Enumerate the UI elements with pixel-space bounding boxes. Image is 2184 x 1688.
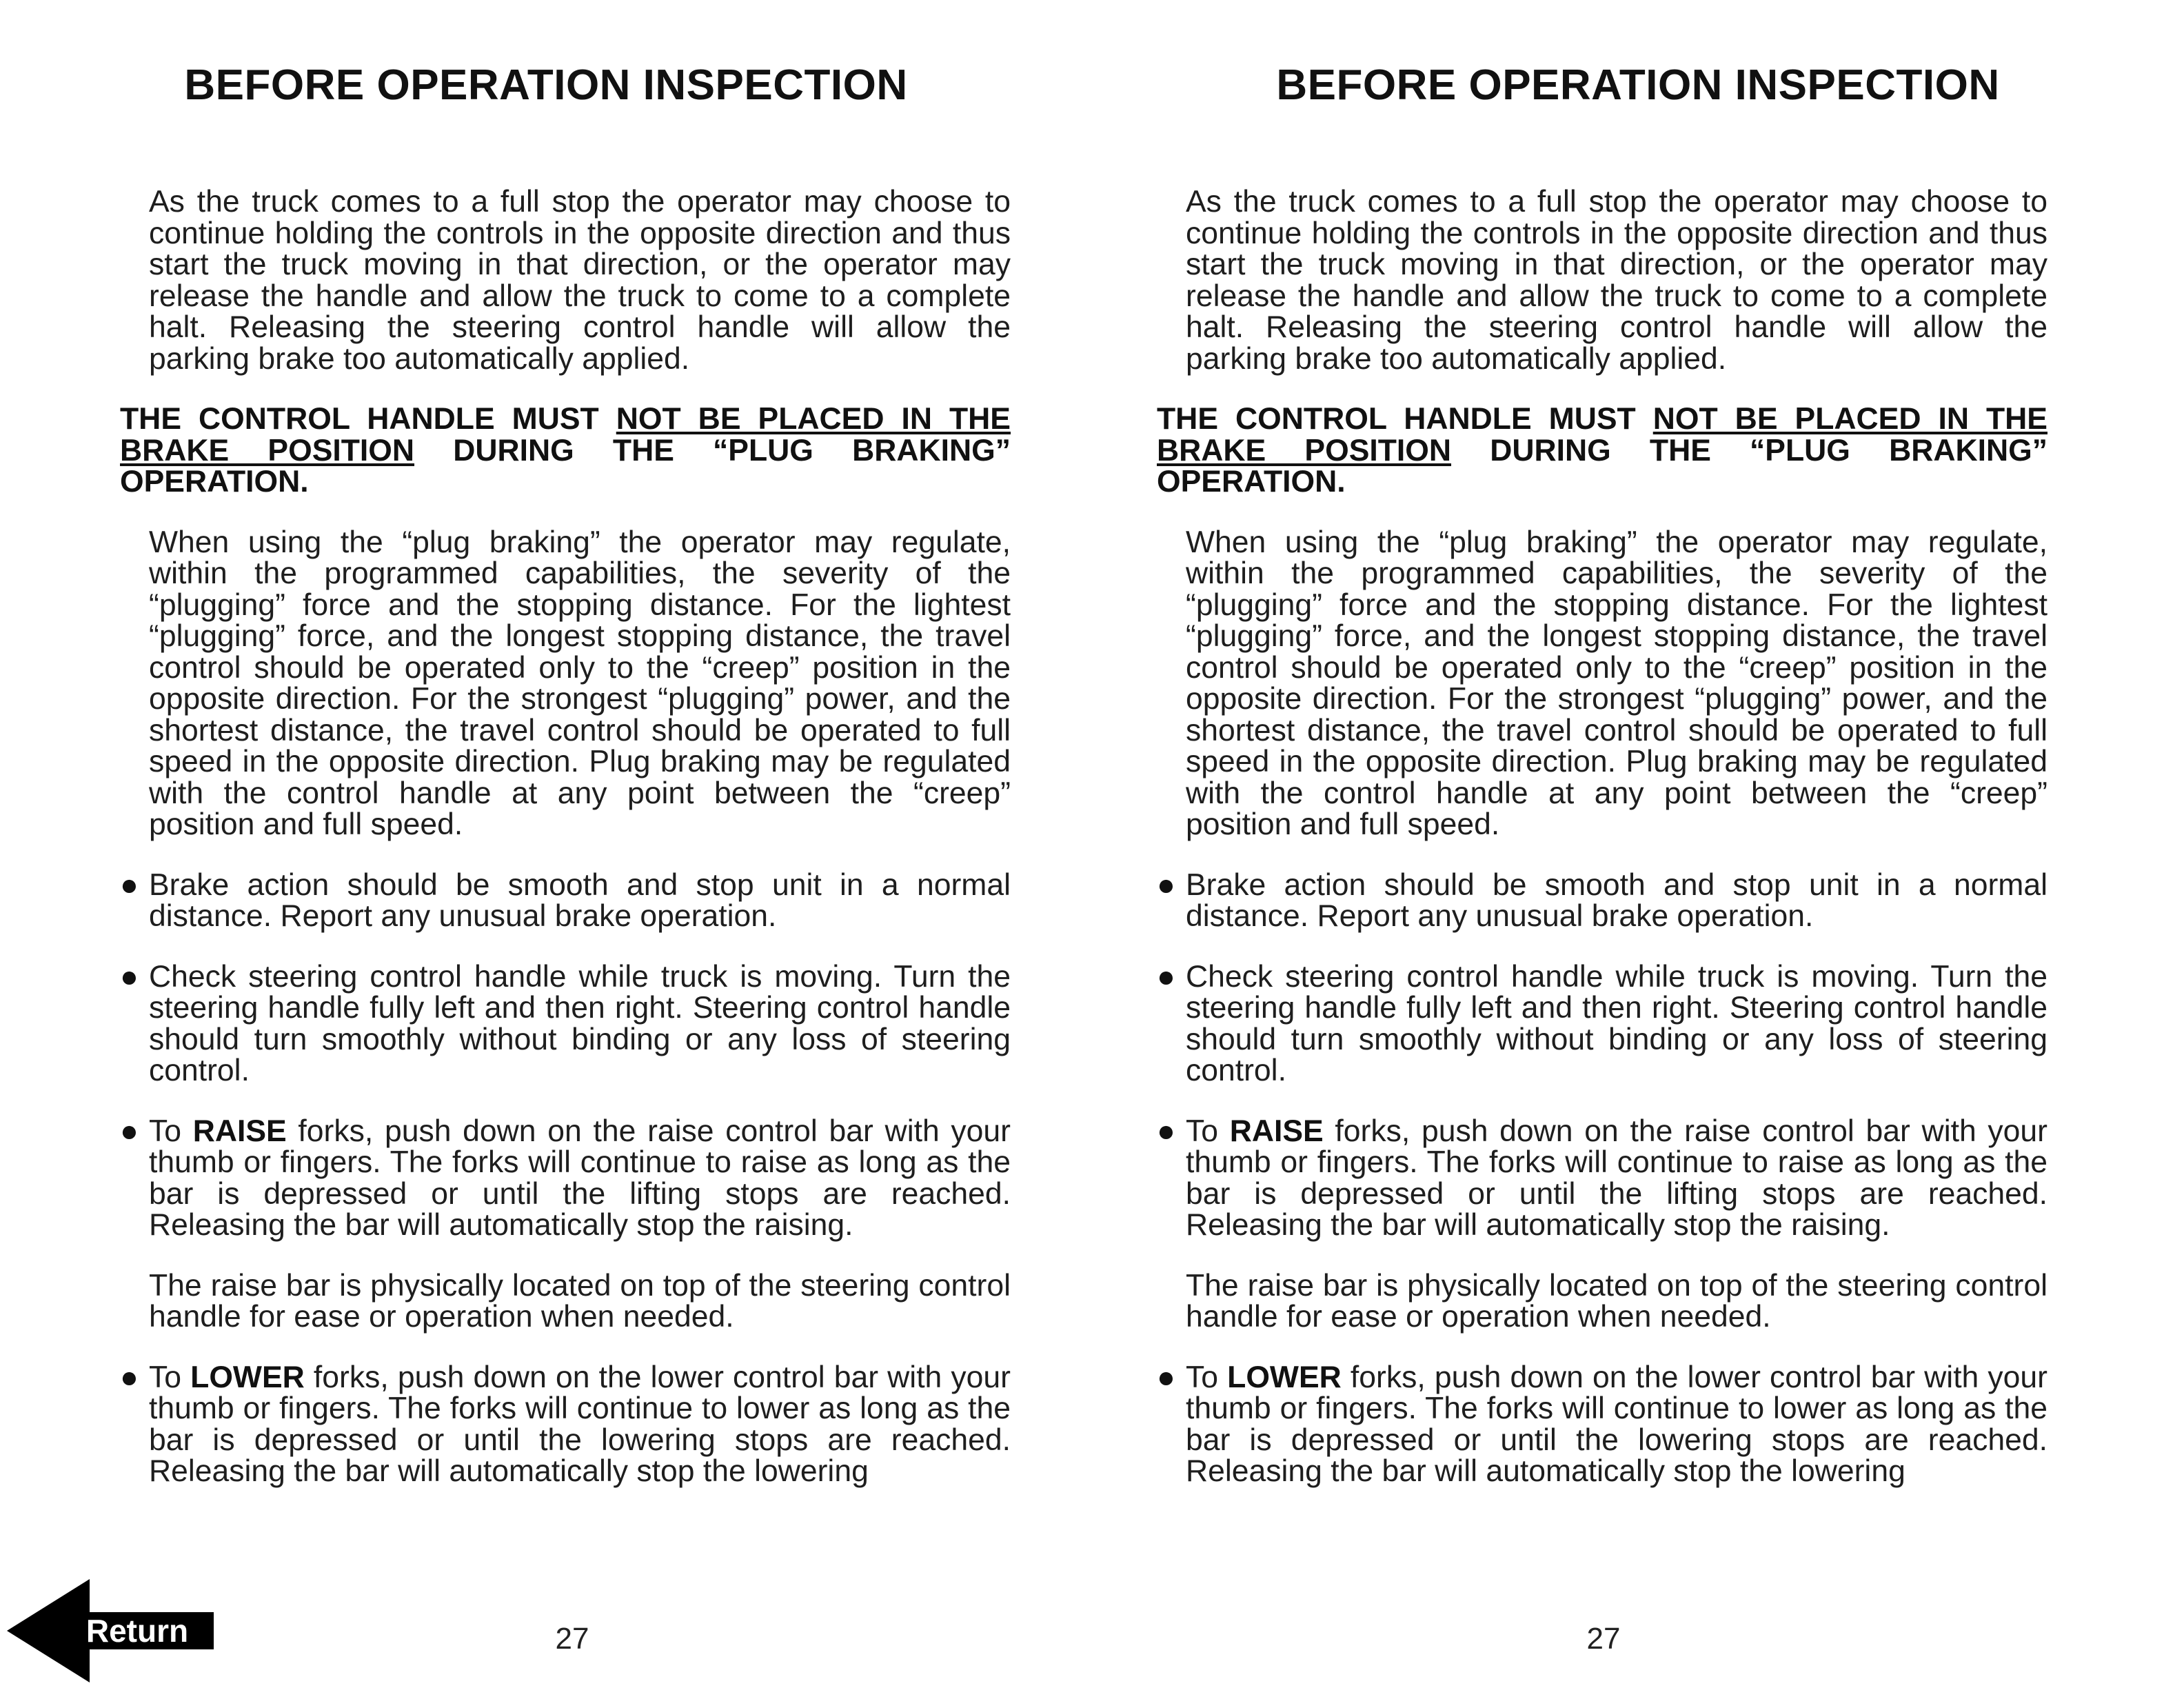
bullet-dot-icon: ● — [120, 867, 139, 902]
warning-underlined-text: NOT BE PLACED IN THE BRAKE POSITION — [1157, 402, 2048, 468]
raise-body: forks, push down on the raise control bar with your thumb or fingers. The forks will continue to raise as long as the bar is depressed or until the lifting stops are reached. Releasing the bar will automatically stop the raising. — [149, 1114, 1011, 1242]
warning-text-part1: THE CONTROL HANDLE MUST — [120, 402, 616, 436]
raise-prefix: To — [149, 1114, 193, 1148]
bullet-brake-text: Brake action should be smooth and stop unit in a normal distance. Report any unusual brake operation. — [149, 867, 1011, 933]
lower-keyword: LOWER — [1227, 1360, 1342, 1394]
bullet-brake-text: Brake action should be smooth and stop unit in a normal distance. Report any unusual brake operation. — [1186, 867, 2048, 933]
bullet-lower — [120, 1362, 1011, 1487]
warning-paragraph — [1157, 403, 2048, 498]
warning-text-part2: DURING THE “PLUG BRAKING” OPERATION. — [1157, 433, 2048, 499]
warning-text-part1: THE CONTROL HANDLE MUST — [1157, 402, 1653, 436]
right-page — [1092, 0, 2184, 1688]
lower-prefix: To — [149, 1360, 191, 1394]
lower-prefix: To — [1186, 1360, 1228, 1394]
return-label: Return — [85, 1613, 189, 1649]
bullet-lower — [1157, 1362, 2048, 1487]
lower-keyword: LOWER — [190, 1360, 305, 1394]
bullet-dot-icon: ● — [1157, 959, 1175, 994]
warning-underlined-text: NOT BE PLACED IN THE BRAKE POSITION — [120, 402, 1011, 468]
bullet-dot-icon: ● — [1157, 1114, 1175, 1148]
raise-body: forks, push down on the raise control bar with your thumb or fingers. The forks will continue to raise as long as the bar is depressed or until the lifting stops are reached. Releasing the bar will automatically stop the raising. — [1186, 1114, 2048, 1242]
intro-paragraph: As the truck comes to a full stop the operator may choose to continue holding the controls in the opposite direction and thus start the truck moving in that direction, or the operator may release the handle and allow the truck to come to a complete halt. Releasing the steering control handle will allow the parking brake too automatically applied. — [149, 185, 1011, 376]
raise-keyword: RAISE — [1229, 1114, 1324, 1148]
page-number: 27 — [555, 1622, 589, 1656]
page-body — [1157, 186, 2048, 1516]
bullet-lower-text — [1186, 1362, 2048, 1487]
bullet-brake — [1157, 867, 2048, 933]
plug-braking-paragraph: When using the “plug braking” the operator may regulate, within the programmed capabilities, the severity of the “plugging” force and the stopping distance. For the lightest “plugging” force, and the longest stopping distance, the travel control should be operated only to the “creep” position in the opposite direction. For the strongest “plugging” power, and the shortest distance, the travel control should be operated to full speed in the opposite direction. Plug braking may be regulated with the control handle at any point between the “creep” position and full speed. — [149, 525, 1011, 841]
bullet-raise — [120, 1116, 1011, 1241]
bullet-lower-text — [149, 1362, 1011, 1487]
bullet-steering — [120, 961, 1011, 1087]
raise-prefix: To — [1186, 1114, 1230, 1148]
bullet-steering-text: Check steering control handle while truck is moving. Turn the steering handle fully left and then right. Steering control handle should turn smoothly without binding or any loss of steering control. — [1186, 959, 2048, 1087]
bullet-dot-icon: ● — [120, 1360, 139, 1394]
bullet-steering-text: Check steering control handle while truck is moving. Turn the steering handle fully left and then right. Steering control handle should turn smoothly without binding or any loss of steering control. — [149, 959, 1011, 1087]
return-button[interactable] — [7, 1579, 214, 1682]
bullet-steering — [1157, 961, 2048, 1087]
bullet-dot-icon: ● — [120, 1114, 139, 1148]
warning-paragraph — [120, 403, 1011, 498]
bullet-dot-icon: ● — [1157, 867, 1175, 902]
lower-body: forks, push down on the lower control bar with your thumb or fingers. The forks will continue to lower as long as the bar is depressed or until the lowering stops are reached. Releasing the bar will automatically stop the lowering — [149, 1360, 1011, 1488]
plug-braking-paragraph: When using the “plug braking” the operator may regulate, within the programmed capabilities, the severity of the “plugging” force and the stopping distance. For the lightest “plugging” force, and the longest stopping distance, the travel control should be operated only to the “creep” position in the opposite direction. For the strongest “plugging” power, and the shortest distance, the travel control should be operated to full speed in the opposite direction. Plug braking may be regulated with the control handle at any point between the “creep” position and full speed. — [1186, 525, 2048, 841]
lower-body: forks, push down on the lower control bar with your thumb or fingers. The forks will continue to lower as long as the bar is depressed or until the lowering stops are reached. Releasing the bar will automatically stop the lowering — [1186, 1360, 2048, 1488]
raise-note-paragraph: The raise bar is physically located on top of the steering control handle for ease or operation when needed. — [1186, 1268, 2048, 1334]
warning-text-part2: DURING THE “PLUG BRAKING” OPERATION. — [120, 433, 1011, 499]
page-body — [120, 186, 1011, 1516]
bullet-dot-icon: ● — [1157, 1360, 1175, 1394]
bullet-raise — [1157, 1116, 2048, 1241]
bullet-brake — [120, 867, 1011, 933]
intro-paragraph: As the truck comes to a full stop the operator may choose to continue holding the controls in the opposite direction and thus start the truck moving in that direction, or the operator may release the handle and allow the truck to come to a complete halt. Releasing the steering control handle will allow the parking brake too automatically applied. — [1186, 185, 2048, 376]
bullet-raise-text — [1186, 1116, 2048, 1241]
page-heading: BEFORE OPERATION INSPECTION — [1276, 61, 2000, 109]
bullet-raise-text — [149, 1116, 1011, 1241]
raise-keyword: RAISE — [192, 1114, 287, 1148]
page-heading: BEFORE OPERATION INSPECTION — [184, 61, 908, 109]
raise-note-paragraph: The raise bar is physically located on top of the steering control handle for ease or operation when needed. — [149, 1268, 1011, 1334]
page-number: 27 — [1586, 1622, 1621, 1656]
bullet-dot-icon: ● — [120, 959, 139, 994]
